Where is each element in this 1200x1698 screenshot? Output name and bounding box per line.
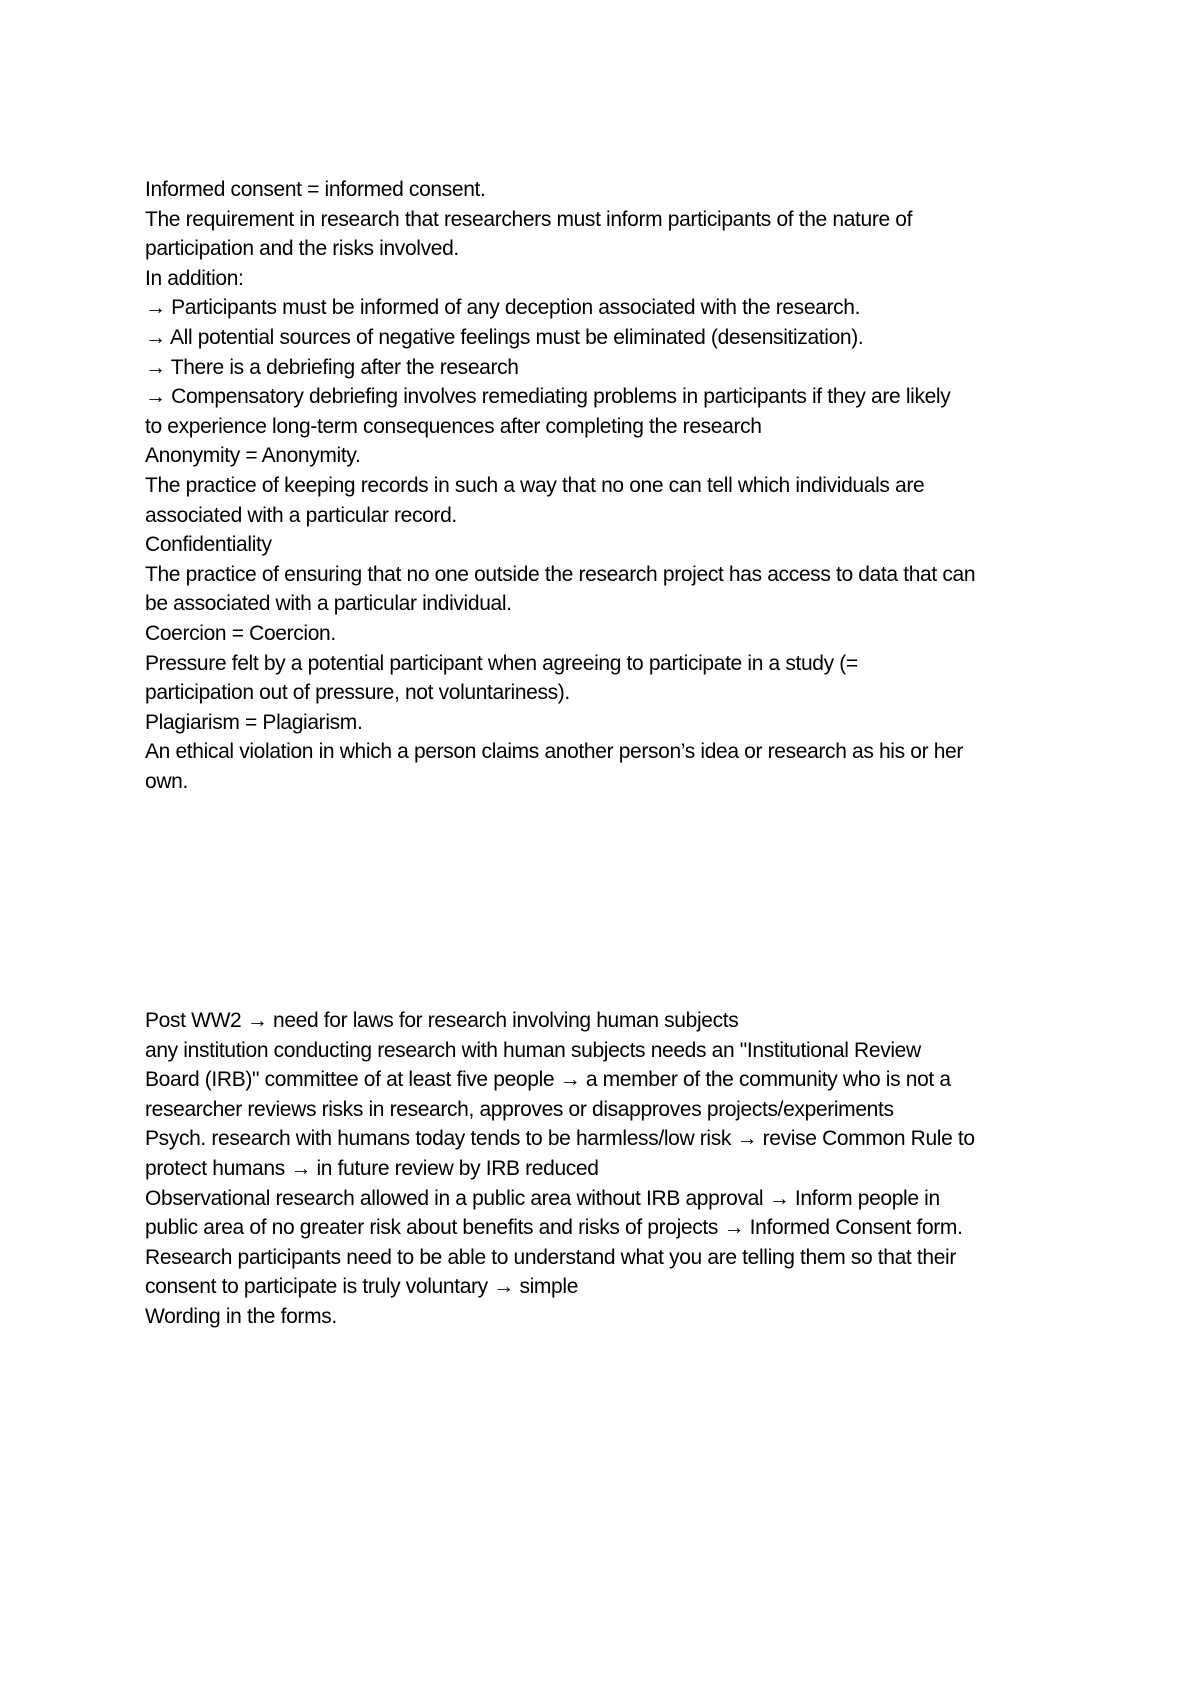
text-line: Board (IRB)" committee of at least five people → a member of the community who is not a [145, 1068, 951, 1092]
text-line: Confidentiality [145, 533, 272, 557]
text-line: associated with a particular record. [145, 503, 457, 527]
section-irb-history [145, 1006, 1075, 1332]
text-line: Research participants need to be able to understand what you are telling them so that their [145, 1245, 957, 1269]
text-line: Informed consent = informed consent. [145, 178, 486, 201]
text-line: Anonymity = Anonymity. [145, 444, 361, 468]
text-line: Post WW2 → need for laws for research involving human subjects [145, 1009, 739, 1032]
text-line: any institution conducting research with human subjects needs an "Institutional Review [145, 1038, 921, 1062]
text-line: researcher reviews risks in research, approves or disapproves projects/experiments [145, 1097, 894, 1121]
text-line: public area of no greater risk about benefits and risks of projects → Informed Consent form. [145, 1216, 963, 1240]
text-line: own. [145, 769, 188, 793]
text-line: participation and the risks involved. [145, 237, 459, 261]
text-line: → Compensatory debriefing involves remediating problems in participants if they are likely [145, 385, 951, 409]
text-line: The practice of keeping records in such a way that no one can tell which individuals are [145, 473, 925, 497]
text-line: An ethical violation in which a person claims another person’s idea or research as his or her [145, 740, 964, 764]
section-ethics-definitions [145, 175, 1075, 796]
text-line: → There is a debriefing after the research [145, 355, 519, 379]
text-line: Pressure felt by a potential participant when agreeing to participate in a study (= [145, 651, 858, 675]
text-line: Plagiarism = Plagiarism. [145, 710, 363, 734]
text-line: protect humans → in future review by IRB reduced [145, 1156, 599, 1180]
text-line: be associated with a particular individual. [145, 592, 512, 616]
text-line: Coercion = Coercion. [145, 621, 336, 645]
text-line: consent to participate is truly voluntary → simple [145, 1275, 579, 1299]
text-line: The requirement in research that researchers must inform participants of the nature of [145, 207, 913, 231]
text-line: to experience long-term consequences after completing the research [145, 414, 762, 438]
text-line: Psych. research with humans today tends to be harmless/low risk → revise Common Rule to [145, 1127, 975, 1151]
text-line: participation out of pressure, not voluntariness). [145, 681, 570, 705]
text-line: → All potential sources of negative feelings must be eliminated (desensitization). [145, 325, 864, 349]
text-line: → Participants must be informed of any deception associated with the research. [145, 296, 861, 320]
text-line: The practice of ensuring that no one outside the research project has access to data that can [145, 562, 976, 586]
text-line: Wording in the forms. [145, 1304, 337, 1328]
text-line: Observational research allowed in a public area without IRB approval → Inform people in [145, 1186, 940, 1210]
text-line: In addition: [145, 266, 244, 290]
